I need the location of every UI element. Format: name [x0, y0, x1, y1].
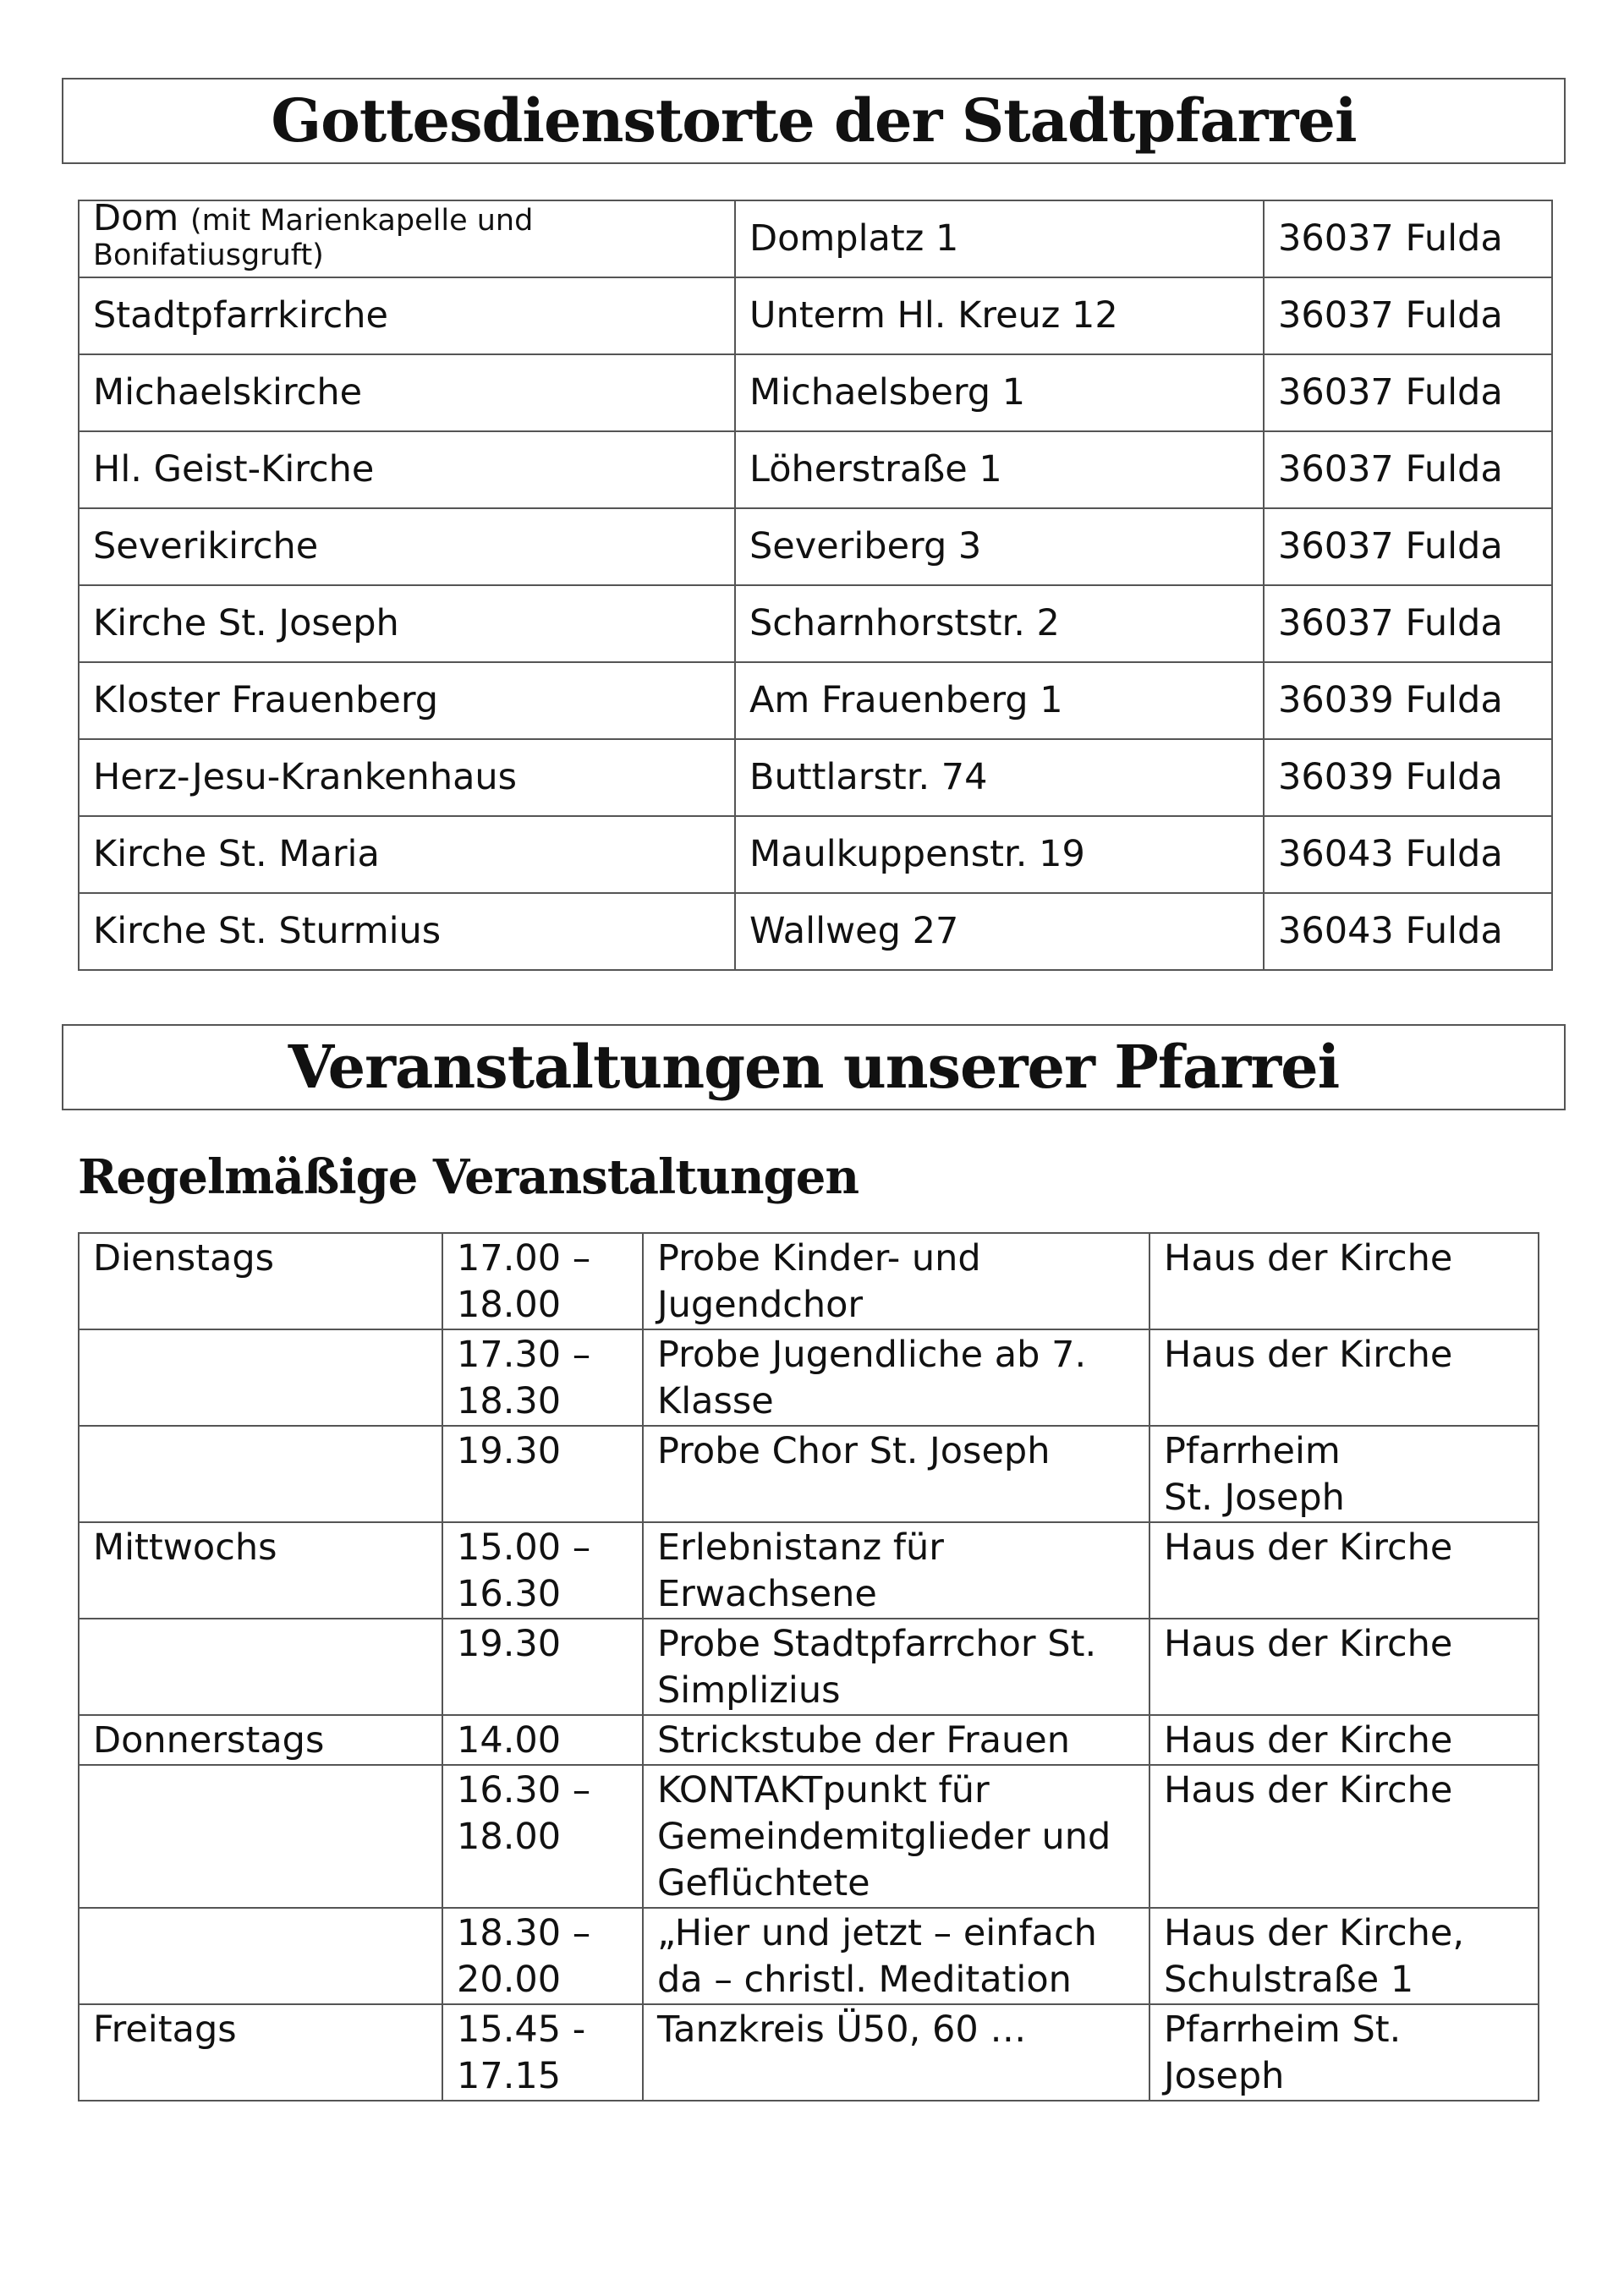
church-address-cell: Scharnhorststr. 2 — [735, 585, 1264, 662]
church-name-cell: Kirche St. Sturmius — [79, 893, 735, 970]
table-row — [79, 431, 1552, 508]
table-row — [79, 2004, 1539, 2101]
event-title-line: KONTAKTpunkt für — [657, 1769, 990, 1811]
event-title-cell — [643, 1233, 1149, 1329]
church-name-cell — [79, 200, 735, 277]
event-title-line: Erwachsene — [657, 1573, 877, 1615]
church-address-cell: Domplatz 1 — [735, 200, 1264, 277]
event-day-cell — [79, 1426, 442, 1522]
events-table-body — [79, 1233, 1539, 2101]
event-place-cell — [1149, 1908, 1539, 2004]
church-name-cell: Stadtpfarrkirche — [79, 277, 735, 354]
church-address-cell: Michaelsberg 1 — [735, 354, 1264, 431]
event-title-line: „Hier und jetzt – einfach — [657, 1912, 1097, 1954]
subsection-title-regular-events: Regelmäßige Veranstaltungen — [78, 1149, 859, 1205]
church-city-cell: 36043 Fulda — [1264, 816, 1552, 893]
church-name-cell: Kloster Frauenberg — [79, 662, 735, 739]
event-place-line: Haus der Kirche, — [1164, 1912, 1465, 1954]
church-city-cell: 36043 Fulda — [1264, 893, 1552, 970]
event-title-line: Klasse — [657, 1380, 774, 1422]
event-time-line: 18.30 – — [457, 1912, 591, 1954]
table-row — [79, 1619, 1539, 1715]
church-name-cell: Kirche St. Maria — [79, 816, 735, 893]
church-city-cell: 36039 Fulda — [1264, 739, 1552, 816]
event-place-cell — [1149, 1715, 1539, 1765]
church-city-cell: 36037 Fulda — [1264, 431, 1552, 508]
church-city-cell: 36039 Fulda — [1264, 662, 1552, 739]
event-title-line: Gemeindemitglieder und — [657, 1816, 1111, 1858]
event-title-cell — [643, 1765, 1149, 1908]
table-row — [79, 739, 1552, 816]
church-name-cell: Hl. Geist-Kirche — [79, 431, 735, 508]
event-title-line: Erlebnistanz für — [657, 1526, 944, 1569]
event-title-line: Probe Kinder- und — [657, 1237, 981, 1280]
church-address-cell: Unterm Hl. Kreuz 12 — [735, 277, 1264, 354]
table-row — [79, 1329, 1539, 1426]
event-title-cell — [643, 2004, 1149, 2101]
event-day-cell: Freitags — [79, 2004, 442, 2101]
church-address-cell: Löherstraße 1 — [735, 431, 1264, 508]
event-place-line: Haus der Kirche — [1164, 1526, 1453, 1569]
event-time-cell — [442, 1765, 643, 1908]
event-day-cell: Mittwochs — [79, 1522, 442, 1619]
event-title-cell — [643, 1426, 1149, 1522]
event-title-line: Geflüchtete — [657, 1862, 870, 1904]
church-name-note: (mit Marienkapelle und Bonifatiusgruft) — [93, 204, 534, 272]
event-title-line: Probe Chor St. Joseph — [657, 1430, 1051, 1472]
event-time-cell — [442, 1233, 643, 1329]
event-time-line: 19.30 — [457, 1623, 562, 1665]
event-time-line: 14.00 — [457, 1719, 562, 1762]
event-place-line: Pfarrheim — [1164, 1430, 1341, 1472]
event-title-line: Probe Stadtpfarrchor St. — [657, 1623, 1097, 1665]
event-title-cell — [643, 1908, 1149, 2004]
event-time-line: 15.00 – — [457, 1526, 591, 1569]
event-place-cell — [1149, 1765, 1539, 1908]
event-time-line: 18.00 — [457, 1816, 562, 1858]
event-place-line: Haus der Kirche — [1164, 1237, 1453, 1280]
church-name: Dom — [93, 200, 179, 239]
table-row — [79, 662, 1552, 739]
table-row — [79, 893, 1552, 970]
event-time-cell — [442, 2004, 643, 2101]
event-title-line: Simplizius — [657, 1669, 841, 1712]
event-place-line: Schulstraße 1 — [1164, 1959, 1414, 2001]
event-place-line: Haus der Kirche — [1164, 1623, 1453, 1665]
table-row — [79, 1522, 1539, 1619]
event-title-cell — [643, 1329, 1149, 1426]
church-city-cell: 36037 Fulda — [1264, 585, 1552, 662]
church-city-cell: 36037 Fulda — [1264, 354, 1552, 431]
event-time-line: 20.00 — [457, 1959, 562, 2001]
table-row — [79, 1715, 1539, 1765]
church-name-cell: Michaelskirche — [79, 354, 735, 431]
event-place-cell — [1149, 1233, 1539, 1329]
event-time-cell — [442, 1715, 643, 1765]
table-row — [79, 1426, 1539, 1522]
table-row — [79, 1765, 1539, 1908]
table-row — [79, 1908, 1539, 2004]
event-day-cell — [79, 1329, 442, 1426]
event-time-cell — [442, 1329, 643, 1426]
church-address-cell: Am Frauenberg 1 — [735, 662, 1264, 739]
event-time-line: 18.00 — [457, 1284, 562, 1326]
event-title-cell — [643, 1522, 1149, 1619]
table-row — [79, 200, 1552, 277]
event-time-cell — [442, 1908, 643, 2004]
event-time-line: 16.30 – — [457, 1769, 591, 1811]
event-day-cell — [79, 1908, 442, 2004]
event-time-line: 19.30 — [457, 1430, 562, 1472]
church-city-cell: 36037 Fulda — [1264, 277, 1552, 354]
events-table — [78, 1232, 1539, 2101]
event-time-line: 17.15 — [457, 2055, 562, 2097]
event-time-line: 15.45 - — [457, 2008, 586, 2051]
church-city-cell: 36037 Fulda — [1264, 508, 1552, 585]
church-name-cell: Kirche St. Joseph — [79, 585, 735, 662]
church-city-cell: 36037 Fulda — [1264, 200, 1552, 277]
event-title-line: Strickstube der Frauen — [657, 1719, 1070, 1762]
table-row — [79, 585, 1552, 662]
churches-table-body — [79, 200, 1552, 970]
event-time-line: 17.00 – — [457, 1237, 591, 1280]
event-time-cell — [442, 1619, 643, 1715]
section-title-events: Veranstaltungen unserer Pfarrei — [62, 1024, 1566, 1110]
church-name-cell: Herz-Jesu-Krankenhaus — [79, 739, 735, 816]
event-place-line: St. Joseph — [1164, 1477, 1345, 1519]
event-time-cell — [442, 1426, 643, 1522]
event-time-line: 18.30 — [457, 1380, 562, 1422]
church-address-cell: Buttlarstr. 74 — [735, 739, 1264, 816]
table-row — [79, 508, 1552, 585]
church-address-cell: Severiberg 3 — [735, 508, 1264, 585]
event-title-line: da – christl. Meditation — [657, 1959, 1072, 2001]
church-address-cell: Wallweg 27 — [735, 893, 1264, 970]
event-title-line: Probe Jugendliche ab 7. — [657, 1334, 1087, 1376]
event-time-line: 16.30 — [457, 1573, 562, 1615]
event-place-line: Haus der Kirche — [1164, 1719, 1453, 1762]
event-place-line: Pfarrheim St. — [1164, 2008, 1402, 2051]
event-place-line: Haus der Kirche — [1164, 1334, 1453, 1376]
table-row — [79, 1233, 1539, 1329]
section-title-worship-places: Gottesdienstorte der Stadtpfarrei — [62, 78, 1566, 164]
church-address-cell: Maulkuppenstr. 19 — [735, 816, 1264, 893]
event-title-cell — [643, 1715, 1149, 1765]
event-title-cell — [643, 1619, 1149, 1715]
event-place-cell — [1149, 2004, 1539, 2101]
church-name-cell: Severikirche — [79, 508, 735, 585]
event-place-line: Joseph — [1164, 2055, 1285, 2097]
table-row — [79, 277, 1552, 354]
table-row — [79, 816, 1552, 893]
event-place-cell — [1149, 1329, 1539, 1426]
event-time-line: 17.30 – — [457, 1334, 591, 1376]
churches-table — [78, 200, 1553, 971]
event-day-cell: Dienstags — [79, 1233, 442, 1329]
event-title-line: Tanzkreis Ü50, 60 … — [657, 2008, 1027, 2051]
event-day-cell — [79, 1765, 442, 1908]
event-title-line: Jugendchor — [657, 1284, 864, 1326]
event-place-line: Haus der Kirche — [1164, 1769, 1453, 1811]
table-row — [79, 354, 1552, 431]
event-day-cell — [79, 1619, 442, 1715]
event-place-cell — [1149, 1426, 1539, 1522]
event-day-cell: Donnerstags — [79, 1715, 442, 1765]
event-time-cell — [442, 1522, 643, 1619]
event-place-cell — [1149, 1619, 1539, 1715]
event-place-cell — [1149, 1522, 1539, 1619]
